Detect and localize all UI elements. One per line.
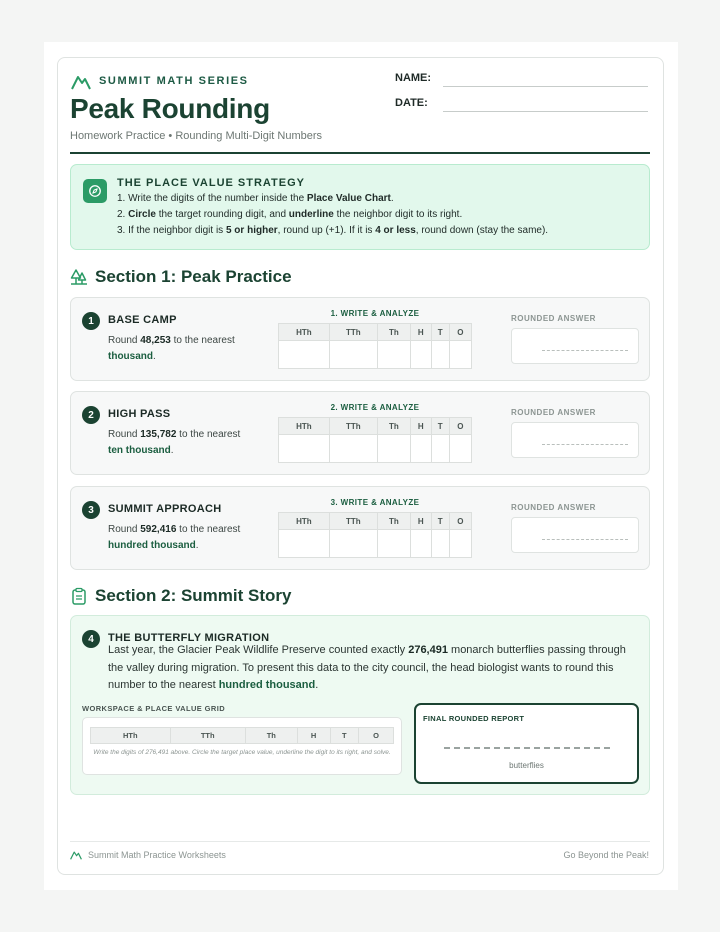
date-line[interactable] xyxy=(443,98,648,112)
problem-text: Round 592,416 to the nearest hundred thousand. xyxy=(108,524,241,551)
place-column-header: HTh xyxy=(279,418,330,435)
place-column-header: TTh xyxy=(170,728,245,744)
header-divider xyxy=(70,152,650,154)
series-header xyxy=(71,72,249,90)
problem-card xyxy=(70,486,650,570)
place-column-header: HTh xyxy=(91,728,171,744)
name-label: NAME: xyxy=(395,72,432,84)
place-column-header: HTh xyxy=(279,513,330,530)
strategy-title: THE PLACE VALUE STRATEGY xyxy=(117,177,305,189)
workspace-label: 3. WRITE & ANALYZE xyxy=(330,498,420,507)
place-value-table[interactable] xyxy=(278,323,472,369)
digit-cell[interactable] xyxy=(279,341,330,369)
clipboard-icon xyxy=(70,587,88,605)
story-problem-card xyxy=(70,615,650,795)
place-value-table[interactable] xyxy=(278,417,472,463)
problem-number-badge: 4 xyxy=(82,630,100,648)
place-column-header: TTh xyxy=(329,324,377,341)
strategy-step-2: 2. Circle the target rounding digit, and underline the neighbor digit to its right. xyxy=(117,209,463,220)
story-title: THE BUTTERFLY MIGRATION xyxy=(108,632,270,644)
problem-text: Round 135,782 to the nearest ten thousand. xyxy=(108,429,241,456)
answer-line[interactable] xyxy=(542,350,628,351)
digit-cell[interactable] xyxy=(431,530,449,558)
final-report-box[interactable] xyxy=(414,703,639,784)
section-2-title: Section 2: Summit Story xyxy=(95,586,292,605)
strategy-step-3: 3. If the neighbor digit is 5 or higher, round up (+1). If it is 4 or less, round down (stay the same). xyxy=(117,225,549,236)
mountain-icon xyxy=(71,72,91,90)
answer-line[interactable] xyxy=(542,444,628,445)
digit-cell[interactable] xyxy=(329,435,377,463)
digit-cell[interactable] xyxy=(377,435,410,463)
digit-cell[interactable] xyxy=(329,341,377,369)
digit-cell[interactable] xyxy=(329,530,377,558)
place-column-header: Th xyxy=(245,728,297,744)
place-column-header: TTh xyxy=(329,418,377,435)
rounded-answer-box[interactable] xyxy=(511,517,639,553)
digit-cell[interactable] xyxy=(410,435,431,463)
place-column-header: T xyxy=(431,324,449,341)
name-line[interactable] xyxy=(443,73,648,87)
place-column-header: H xyxy=(410,418,431,435)
problem-card xyxy=(70,391,650,475)
place-column-header: O xyxy=(449,513,471,530)
place-column-header: T xyxy=(431,418,449,435)
footer-right-text: Go Beyond the Peak! xyxy=(563,850,649,860)
digit-cell[interactable] xyxy=(410,530,431,558)
date-label: DATE: xyxy=(395,97,428,109)
problem-text: Round 48,253 to the nearest thousand. xyxy=(108,335,235,362)
footer-divider xyxy=(70,841,650,842)
place-column-header: H xyxy=(410,513,431,530)
place-column-header: Th xyxy=(377,324,410,341)
problem-card xyxy=(70,297,650,381)
problem-number-badge: 1 xyxy=(82,312,100,330)
problem-title: HIGH PASS xyxy=(108,408,171,420)
place-column-header: O xyxy=(359,728,394,744)
problem-title: BASE CAMP xyxy=(108,314,177,326)
place-column-header: T xyxy=(330,728,359,744)
section-1-header xyxy=(70,267,292,287)
digit-cell[interactable] xyxy=(449,530,471,558)
date-field[interactable] xyxy=(395,97,648,109)
digit-cell[interactable] xyxy=(410,341,431,369)
problem-title: SUMMIT APPROACH xyxy=(108,503,222,515)
workspace-grid[interactable] xyxy=(82,717,402,775)
digit-cell[interactable] xyxy=(449,435,471,463)
digit-cell[interactable] xyxy=(431,435,449,463)
place-column-header: H xyxy=(297,728,330,744)
digit-cell[interactable] xyxy=(377,530,410,558)
story-place-value-table[interactable] xyxy=(90,727,394,744)
name-field[interactable] xyxy=(395,72,648,84)
rounded-answer-label: ROUNDED ANSWER xyxy=(511,314,596,323)
answer-line[interactable] xyxy=(542,539,628,540)
mountain-icon xyxy=(70,849,82,860)
place-column-header: H xyxy=(410,324,431,341)
place-value-table[interactable] xyxy=(278,512,472,558)
footer-brand xyxy=(70,849,226,860)
rounded-answer-label: ROUNDED ANSWER xyxy=(511,503,596,512)
place-column-header: Th xyxy=(377,418,410,435)
problem-number-badge: 3 xyxy=(82,501,100,519)
place-column-header: O xyxy=(449,418,471,435)
digit-cell[interactable] xyxy=(377,341,410,369)
strategy-box xyxy=(70,164,650,250)
workspace-label: 2. WRITE & ANALYZE xyxy=(330,403,420,412)
place-column-header: TTh xyxy=(329,513,377,530)
workspace-grid-label: WORKSPACE & PLACE VALUE GRID xyxy=(82,704,226,713)
workspace-label: 1. WRITE & ANALYZE xyxy=(330,309,420,318)
footer-left-text: Summit Math Practice Worksheets xyxy=(88,849,226,860)
rounded-answer-box[interactable] xyxy=(511,422,639,458)
story-text: Last year, the Glacier Peak Wildlife Preserve counted exactly 276,491 monarch butterflies passing through the valley during migration. To present this data to the city council, the head biologist wants to round this number to the nearest hundred thousand. xyxy=(108,644,626,691)
final-answer-line[interactable] xyxy=(444,747,610,749)
final-report-label: FINAL ROUNDED REPORT xyxy=(423,714,525,723)
place-column-header: HTh xyxy=(279,324,330,341)
place-column-header: O xyxy=(449,324,471,341)
rounded-answer-box[interactable] xyxy=(511,328,639,364)
workspace-instructions: Write the digits of 276,491 above. Circle the target place value, underline the digit to its right, and solve. xyxy=(93,749,391,756)
compass-icon xyxy=(83,179,107,203)
problem-number-badge: 2 xyxy=(82,406,100,424)
digit-cell[interactable] xyxy=(279,435,330,463)
digit-cell[interactable] xyxy=(431,341,449,369)
final-answer-unit: butterflies xyxy=(509,761,544,770)
section-2-header xyxy=(70,586,291,606)
strategy-step-1: 1. Write the digits of the number inside the Place Value Chart. xyxy=(117,193,394,204)
series-label: SUMMIT MATH SERIES xyxy=(99,75,249,87)
digit-cell[interactable] xyxy=(279,530,330,558)
trees-icon xyxy=(70,268,88,286)
page-subtitle: Homework Practice • Rounding Multi-Digit Numbers xyxy=(70,130,323,142)
rounded-answer-label: ROUNDED ANSWER xyxy=(511,408,596,417)
section-1-title: Section 1: Peak Practice xyxy=(95,267,292,286)
page-title: Peak Rounding xyxy=(70,93,270,124)
place-column-header: Th xyxy=(377,513,410,530)
digit-cell[interactable] xyxy=(449,341,471,369)
place-column-header: T xyxy=(431,513,449,530)
